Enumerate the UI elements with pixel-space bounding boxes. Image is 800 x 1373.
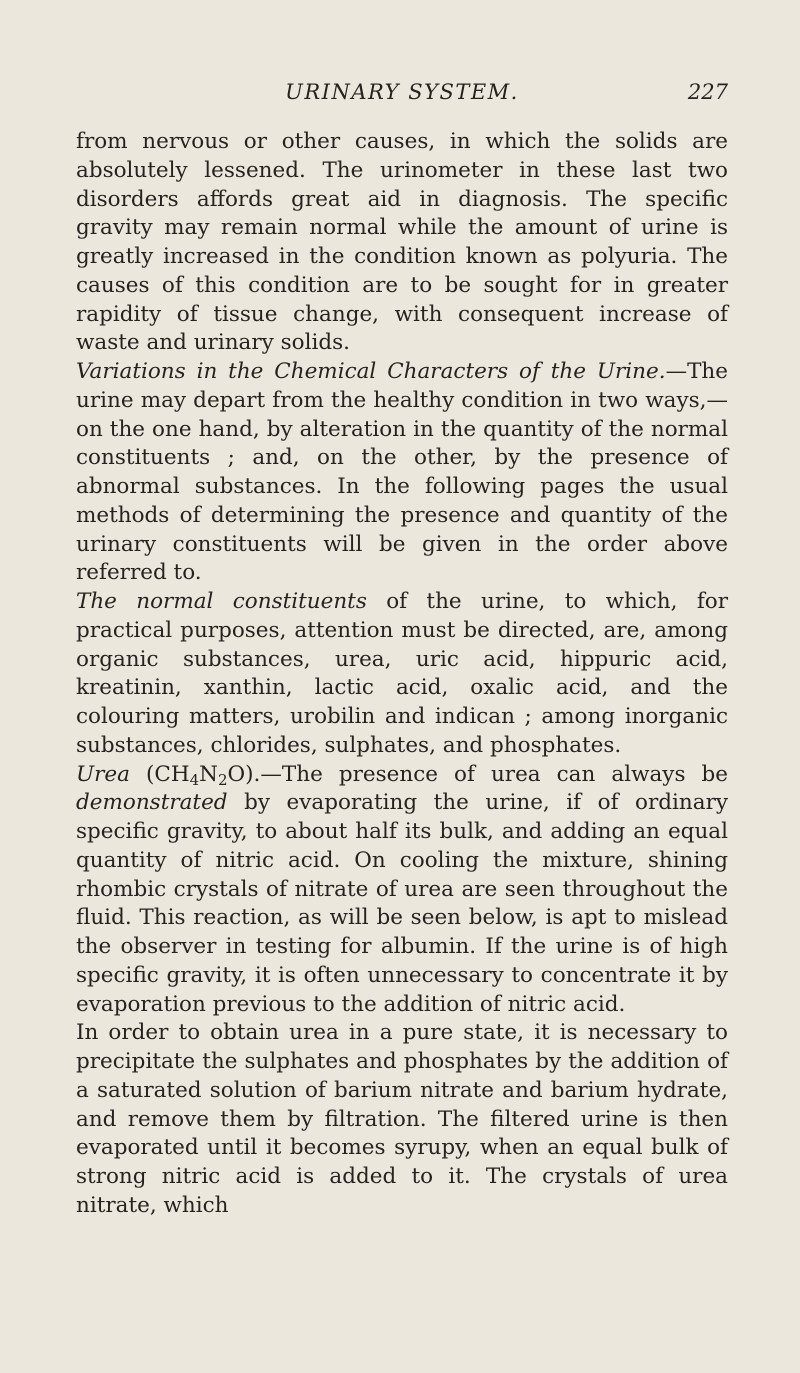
page-header — [76, 78, 728, 114]
paragraph-3 — [76, 588, 728, 761]
section-heading-urea: Urea — [76, 761, 130, 787]
section-heading-variations: Variations in the Chemical Characters of the Urine. — [76, 359, 666, 384]
formula-subscript: 2 — [217, 770, 228, 789]
formula-subscript: 4 — [189, 770, 200, 789]
paragraph-2-text: —The urine may depart from the healthy condition in two ways,—on the one hand, by alteration in the quantity of the normal constituents ; and, on the other, by the presence of abnormal substances. In the following pages the usual methods of determining the presence and quantity of the urinary constituents will be given in the order above referred to. — [76, 359, 728, 586]
paragraph-5-text: In order to obtain urea in a pure state, it is necessary to precipitate the sulphates and phosphates by the addition of a saturated solution of barium nitrate and barium hydrate, and remove them by filtration. The filtered urine is then evaporated until it becomes syrupy, when an equal bulk of strong nitric acid is added to it. The crystals of urea nitrate, which — [76, 1020, 728, 1218]
body-text — [76, 128, 728, 1221]
paragraph-5 — [76, 1019, 728, 1220]
emphasis-demonstrated: demonstrated — [76, 790, 228, 816]
paragraph-4-lead: —The presence of urea can always be — [260, 761, 728, 787]
paragraph-1-text: from nervous or other causes, in which the solids are absolutely lessened. The urinometer in these last two disorders affords great aid in diagnosis. The specific gravity may remain normal while the amount of urine is greatly increased in the condition known as polyuria. The causes of this condition are to be sought for in greater rapidity of tissue change, with consequent increase of waste and urinary solids. — [76, 129, 728, 356]
formula-part: (CH — [129, 761, 190, 787]
paragraph-4-text: by evaporating the urine, if of ordinary specific gravity, to about half its bulk, and adding an equal quantity of nitric acid. On cooling the mixture, shining rhombic crystals of nitrate of urea are seen throughout the fluid. This reaction, as will be seen below, is apt to mislead the observer in testing for albumin. If the urine is of high specific gravity, it is often unnecessary to concentrate it by evaporation previous to the addition of nitric acid. — [76, 790, 728, 1017]
page-number: 227 — [687, 80, 728, 104]
urea-formula — [130, 762, 260, 787]
paragraph-4 — [76, 761, 728, 1020]
paragraph-2 — [76, 358, 728, 588]
running-title: URINARY SYSTEM. — [285, 80, 519, 104]
formula-part: N — [199, 761, 218, 787]
paragraph-1 — [76, 128, 728, 358]
section-heading-normal-constituents: The normal constituents — [76, 589, 367, 614]
paragraph-3-text: of the urine, to which, for practical purposes, attention must be directed, are, among organic substances, urea, uric acid, hippuric acid, kreatinin, xanthin, lactic acid, oxalic acid, and the colouring matters, urobilin and indican ; among inorganic substances, chlorides, sulphates, and phosphates. — [76, 589, 729, 758]
formula-part: O). — [227, 761, 261, 787]
